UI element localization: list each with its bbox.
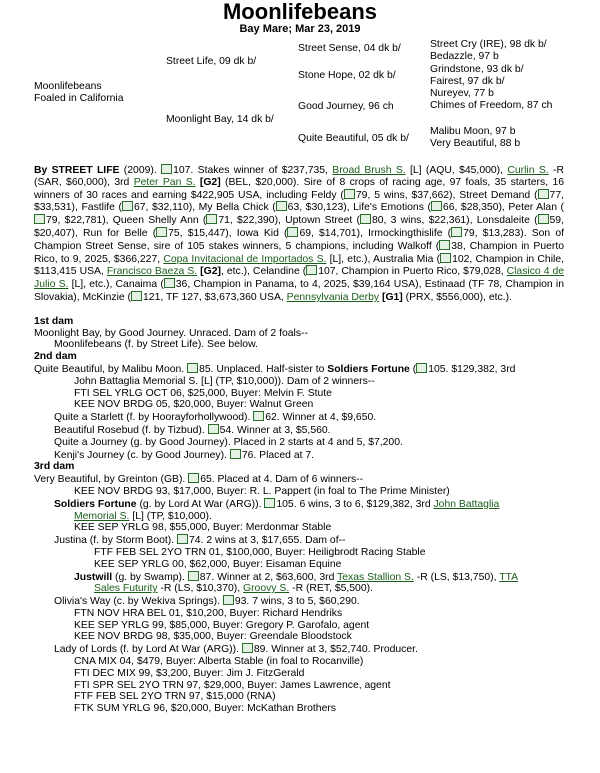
text-run: -R (LS, $10,370), bbox=[157, 583, 244, 595]
text-run: 59, $20,407), Run for Belle ( bbox=[34, 215, 564, 239]
text-run: (2009). bbox=[119, 165, 162, 176]
text-run: Moonlight Bay, by Good Journey. Unraced. Dam of 2 foals-- bbox=[34, 327, 308, 339]
brisnet-icon bbox=[206, 214, 217, 224]
text-run: ( bbox=[409, 363, 417, 375]
page-subtitle: Bay Mare; Mar 23, 2019 bbox=[239, 23, 361, 35]
pedigree-sire: Street Life, 09 dk b/ bbox=[166, 56, 257, 67]
brisnet-icon bbox=[344, 189, 355, 199]
text-run: CNA MIX 04, $479, Buyer: Alberta Stable (in foal to Rocanville) bbox=[74, 656, 364, 668]
bold-text: By STREET LIFE bbox=[34, 165, 120, 176]
family-line bbox=[34, 449, 564, 462]
text-run: (PRX, $556,000), etc.). bbox=[402, 291, 512, 303]
text-run: 107, Champion in Puerto Rico, $79,028, bbox=[318, 266, 507, 278]
text-run: 87. Winner at 2, $63,600, 3rd bbox=[199, 571, 338, 583]
text-run: 89. Winner at 3, $52,740. Producer. bbox=[253, 644, 418, 656]
text-run: 36, Champion in Panama, to 4, 2025, $39,164 USA), Estinaad (TF 78, Champion in Slovakia), McKinzie ( bbox=[34, 279, 564, 303]
family-line bbox=[34, 583, 564, 595]
text-run: [L] (AQU, $45,000), bbox=[405, 165, 508, 176]
text-run: 93. 7 wins, 3 to 5, $60,290. bbox=[234, 596, 360, 608]
text-run: 71, $22,390), Uptown Street ( bbox=[218, 215, 360, 227]
brisnet-icon bbox=[187, 363, 198, 373]
family-line bbox=[34, 511, 564, 523]
text-run: Beautiful Rosebud (f. by Tizbud). bbox=[54, 424, 208, 436]
brisnet-icon bbox=[416, 363, 427, 373]
text-run: Kenji's Journey (c. by Good Journey). bbox=[54, 449, 230, 461]
family-line bbox=[34, 388, 564, 400]
text-run: 69, $14,701), Irmockingthislife ( bbox=[299, 227, 452, 239]
section-heading bbox=[34, 316, 564, 328]
family-line bbox=[34, 691, 564, 703]
text-run: FTI SPR SEL 2YO TRN 97, $29,000, Buyer: James Lawrence, agent bbox=[74, 679, 391, 691]
pedigree-sss: Street Cry (IRE), 98 dk b/ bbox=[430, 39, 547, 50]
section-heading bbox=[34, 461, 564, 473]
text-run: 1st dam bbox=[34, 315, 74, 327]
bold-text: Justwill bbox=[74, 571, 113, 583]
text-run: FTI DEC MIX 99, $3,200, Buyer: Jim J. FitzGerald bbox=[74, 667, 305, 679]
family-line bbox=[34, 620, 564, 632]
brisnet-icon bbox=[34, 214, 45, 224]
text-run: 76. Placed at 7. bbox=[241, 449, 315, 461]
family-section bbox=[34, 316, 564, 715]
family-line bbox=[34, 631, 564, 643]
text-run: KEE SEP YRLG 99, $85,000, Buyer: Gregory P. Garofalo, agent bbox=[74, 619, 370, 631]
text-run: 66, $28,350), Peter Alan ( bbox=[442, 202, 564, 214]
family-line bbox=[34, 703, 564, 715]
family-line bbox=[34, 608, 564, 620]
text-run: FTF FEB SEL 2YO TRN 01, $100,000, Buyer: Heiligbrodt Racing Stable bbox=[94, 546, 426, 558]
text-run: 3rd dam bbox=[34, 461, 75, 473]
pedigree-dds: Malibu Moon, 97 b bbox=[430, 126, 516, 137]
race-link[interactable]: Broad Brush S. bbox=[332, 165, 406, 176]
text-run: FTF FEB SEL 2YO TRN 97, $15,000 (RNA) bbox=[74, 691, 276, 703]
text-run: (g. by Swamp). bbox=[112, 571, 188, 583]
pedigree-sdd: Fairest, 97 dk b/ bbox=[430, 76, 505, 87]
family-line bbox=[34, 328, 564, 340]
page-title: Moonlifebeans bbox=[222, 0, 377, 24]
brisnet-icon bbox=[451, 227, 462, 237]
brisnet-icon bbox=[253, 411, 264, 421]
pedigree-subject: Moonlifebeans bbox=[34, 81, 102, 92]
text-run: KEE NOV BRDG 98, $35,000, Buyer: Greendale Bloodstock bbox=[74, 631, 352, 643]
brisnet-icon bbox=[122, 201, 133, 211]
race-link[interactable]: Copa Invitacional de Importados S. bbox=[163, 253, 327, 265]
text-run: -R (SAR, $60,000), 3rd bbox=[34, 165, 564, 188]
text-run: 85. Unplaced. Half-sister to bbox=[199, 363, 328, 375]
brisnet-icon bbox=[306, 265, 317, 275]
pedigree-foaled: Foaled in California bbox=[34, 93, 124, 104]
pedigree-ssd: Bedazzle, 97 b bbox=[430, 51, 499, 62]
family-line bbox=[34, 680, 564, 692]
family-line bbox=[34, 411, 564, 424]
brisnet-icon bbox=[242, 643, 253, 653]
text-run: John Battaglia Memorial S. [L] (TP, $10,000)). Dam of 2 winners-- bbox=[74, 375, 375, 387]
text-run: Olivia's Way (c. by Wekiva Springs). bbox=[54, 596, 223, 608]
text-run: Very Beautiful, by Greinton (GB). bbox=[34, 474, 189, 486]
family-line bbox=[34, 534, 564, 547]
brisnet-icon bbox=[230, 449, 241, 459]
brisnet-icon bbox=[264, 498, 275, 508]
pedigree-dss: Nureyev, 77 b bbox=[430, 88, 494, 99]
brisnet-icon bbox=[276, 201, 287, 211]
race-link[interactable]: Sales Futurity bbox=[94, 583, 158, 595]
text-run: 80, 3 wins, $22,361), Lonsdaleite ( bbox=[372, 215, 538, 227]
family-line bbox=[34, 522, 564, 534]
pedigree-sds: Grindstone, 93 dk b/ bbox=[430, 64, 524, 75]
text-run: 67, $32,110), My Bella Chick ( bbox=[133, 202, 276, 214]
family-line bbox=[34, 437, 564, 449]
race-link[interactable]: Curlin S. bbox=[507, 165, 549, 176]
text-run: 75, $15,447), Iowa Kid ( bbox=[168, 227, 288, 239]
text-run: FTI SEL YRLG OCT 06, $25,000, Buyer: Melvin F. Stute bbox=[74, 387, 332, 399]
race-link[interactable]: Groovy S. bbox=[243, 583, 290, 595]
text-run: Lady of Lords (f. by Lord At War (ARG)). bbox=[54, 644, 242, 656]
brisnet-icon bbox=[156, 227, 167, 237]
text-run: 74. 2 wins at 3, $17,655. Dam of-- bbox=[189, 535, 346, 547]
brisnet-icon bbox=[188, 571, 199, 581]
text-run: Justina (f. by Storm Boot). bbox=[54, 535, 177, 547]
brisnet-icon bbox=[223, 595, 234, 605]
family-line bbox=[34, 486, 564, 498]
pedigree-dsd: Chimes of Freedom, 87 ch bbox=[430, 100, 553, 111]
text-run: Moonlifebeans (f. by Street Life). See below. bbox=[54, 339, 258, 351]
family-line bbox=[34, 547, 564, 559]
brisnet-icon bbox=[188, 473, 199, 483]
family-line bbox=[34, 376, 564, 388]
text-run: (g. by Lord At War (ARG)). bbox=[136, 498, 265, 510]
bold-text: [G2] bbox=[197, 266, 221, 278]
family-line bbox=[34, 595, 564, 608]
text-run: 54. Winner at 3, $5,560. bbox=[219, 424, 331, 436]
text-run: FTN NOV HRA BEL 01, $10,200, Buyer: Richard Hendriks bbox=[74, 607, 343, 619]
text-run: 63, $30,123), Life's Emotions ( bbox=[287, 202, 431, 214]
bold-text: [G1] bbox=[379, 291, 403, 303]
section-heading bbox=[34, 351, 564, 363]
brisnet-icon bbox=[131, 291, 142, 301]
family-line bbox=[34, 571, 564, 584]
text-run: KEE NOV BRDG 05, $20,000, Buyer: Walnut Green bbox=[74, 399, 314, 411]
pedigree-dam: Moonlight Bay, 14 dk b/ bbox=[166, 114, 274, 125]
brisnet-icon bbox=[360, 214, 371, 224]
text-run: 65. Placed at 4. Dam of 6 winners-- bbox=[200, 474, 364, 486]
bold-text: [G2] bbox=[195, 176, 221, 188]
document-body bbox=[34, 164, 564, 715]
text-run: -R (RET, $5,500). bbox=[289, 583, 373, 595]
text-run: 38, Champion in Puerto Rico, to 9, 2025, $366,227, bbox=[34, 240, 564, 265]
text-run: KEE SEP YRLG 00, $62,000, Buyer: Eisaman Equine bbox=[94, 558, 342, 570]
pedigree-sire-sire: Street Sense, 04 dk b/ bbox=[298, 43, 401, 54]
race-link[interactable]: Memorial S. bbox=[74, 510, 130, 522]
text-run: [L], etc.), Canaima ( bbox=[68, 279, 164, 291]
brisnet-icon bbox=[208, 424, 219, 434]
text-run: Quite Beautiful, by Malibu Moon. bbox=[34, 363, 188, 375]
family-line bbox=[34, 399, 564, 411]
brisnet-icon bbox=[161, 164, 172, 174]
text-run: 77, $33,531), Fastlife ( bbox=[34, 189, 564, 214]
family-line bbox=[34, 656, 564, 668]
race-link[interactable]: Pennsylvania Derby bbox=[286, 291, 380, 303]
text-run: Quite a Starlett (f. by Hoorayforhollywood). bbox=[54, 412, 254, 424]
family-line bbox=[34, 424, 564, 437]
text-run: 105. $129,382, 3rd bbox=[428, 363, 516, 375]
pedigree-ddd: Very Beautiful, 88 b bbox=[430, 138, 521, 149]
brisnet-icon bbox=[538, 189, 549, 199]
text-run: [L], etc.), Australia Mia ( bbox=[326, 253, 441, 265]
race-link[interactable]: TTA bbox=[499, 571, 519, 583]
text-run: KEE SEP YRLG 98, $55,000, Buyer: Merdonmar Stable bbox=[74, 522, 332, 534]
text-run: 2nd dam bbox=[34, 351, 77, 363]
brisnet-icon bbox=[164, 278, 175, 288]
family-line bbox=[34, 363, 564, 376]
brisnet-icon bbox=[287, 227, 298, 237]
text-run: 102, Champion in Chile, $113,415 USA, bbox=[34, 253, 564, 278]
brisnet-icon bbox=[538, 214, 549, 224]
text-run: 79, $13,283). Son of Champion Street Sense, sire of 105 stakes winners, 5 champions, including Walkoff ( bbox=[34, 227, 564, 252]
text-run: Quite a Journey (g. by Good Journey). Placed in 2 starts at 4 and 5, $7,200. bbox=[54, 436, 403, 448]
family-line bbox=[34, 643, 564, 656]
text-run: FTK SUM YRLG 96, $20,000, Buyer: McKathan Brothers bbox=[74, 703, 337, 715]
race-link[interactable]: John Battaglia bbox=[433, 498, 500, 510]
text-run: 62. Winner at 4, $9,650. bbox=[265, 412, 377, 424]
race-link[interactable]: Francisco Baeza S. bbox=[106, 266, 198, 278]
text-run: KEE NOV BRDG 93, $17,000, Buyer: R. L. Pappert (in foal to The Prime Minister) bbox=[74, 485, 450, 497]
pedigree-sire-dam: Stone Hope, 02 dk b/ bbox=[298, 70, 396, 81]
bold-text: Soldiers Fortune bbox=[327, 363, 410, 375]
brisnet-icon bbox=[431, 201, 442, 211]
race-link[interactable]: Peter Pan S. bbox=[133, 176, 196, 188]
family-line bbox=[34, 473, 564, 486]
text-run: 121, TF 127, $3,673,360 USA, bbox=[143, 291, 287, 303]
race-link[interactable]: Texas Stallion S. bbox=[337, 571, 414, 583]
pedigree-dam-dam: Quite Beautiful, 05 dk b/ bbox=[298, 133, 409, 144]
text-run: , etc.), Celandine ( bbox=[220, 266, 307, 278]
family-line bbox=[34, 559, 564, 571]
bold-text: Soldiers Fortune bbox=[54, 498, 137, 510]
family-line bbox=[34, 668, 564, 680]
brisnet-icon bbox=[177, 534, 188, 544]
text-run: 105. 6 wins, 3 to 6, $129,382, 3rd bbox=[276, 498, 434, 510]
text-run: [L] (TP, $10,000). bbox=[129, 510, 212, 522]
family-line bbox=[34, 498, 564, 511]
text-run: 79, $22,781), Queen Shelly Ann ( bbox=[46, 215, 207, 227]
text-run: (BEL, $20,000). Sire of 8 crops of racing age, 97 foals, 35 starters, 16 winners of 30 races and earning $422,905 USA, including Feldy ( bbox=[34, 176, 565, 201]
sire-paragraph bbox=[34, 164, 564, 304]
race-link[interactable]: Clasico 4 de Julio S. bbox=[34, 266, 565, 291]
family-line bbox=[34, 339, 564, 351]
pedigree-dam-sire: Good Journey, 96 ch bbox=[298, 101, 394, 112]
brisnet-icon bbox=[439, 240, 450, 250]
text-run: 107. Stakes winner of $237,735, bbox=[173, 165, 333, 176]
text-run: -R (LS, $13,750), bbox=[413, 571, 500, 583]
brisnet-icon bbox=[440, 253, 451, 263]
text-run: 79, 5 wins, $37,662), Street Demand ( bbox=[355, 189, 538, 201]
